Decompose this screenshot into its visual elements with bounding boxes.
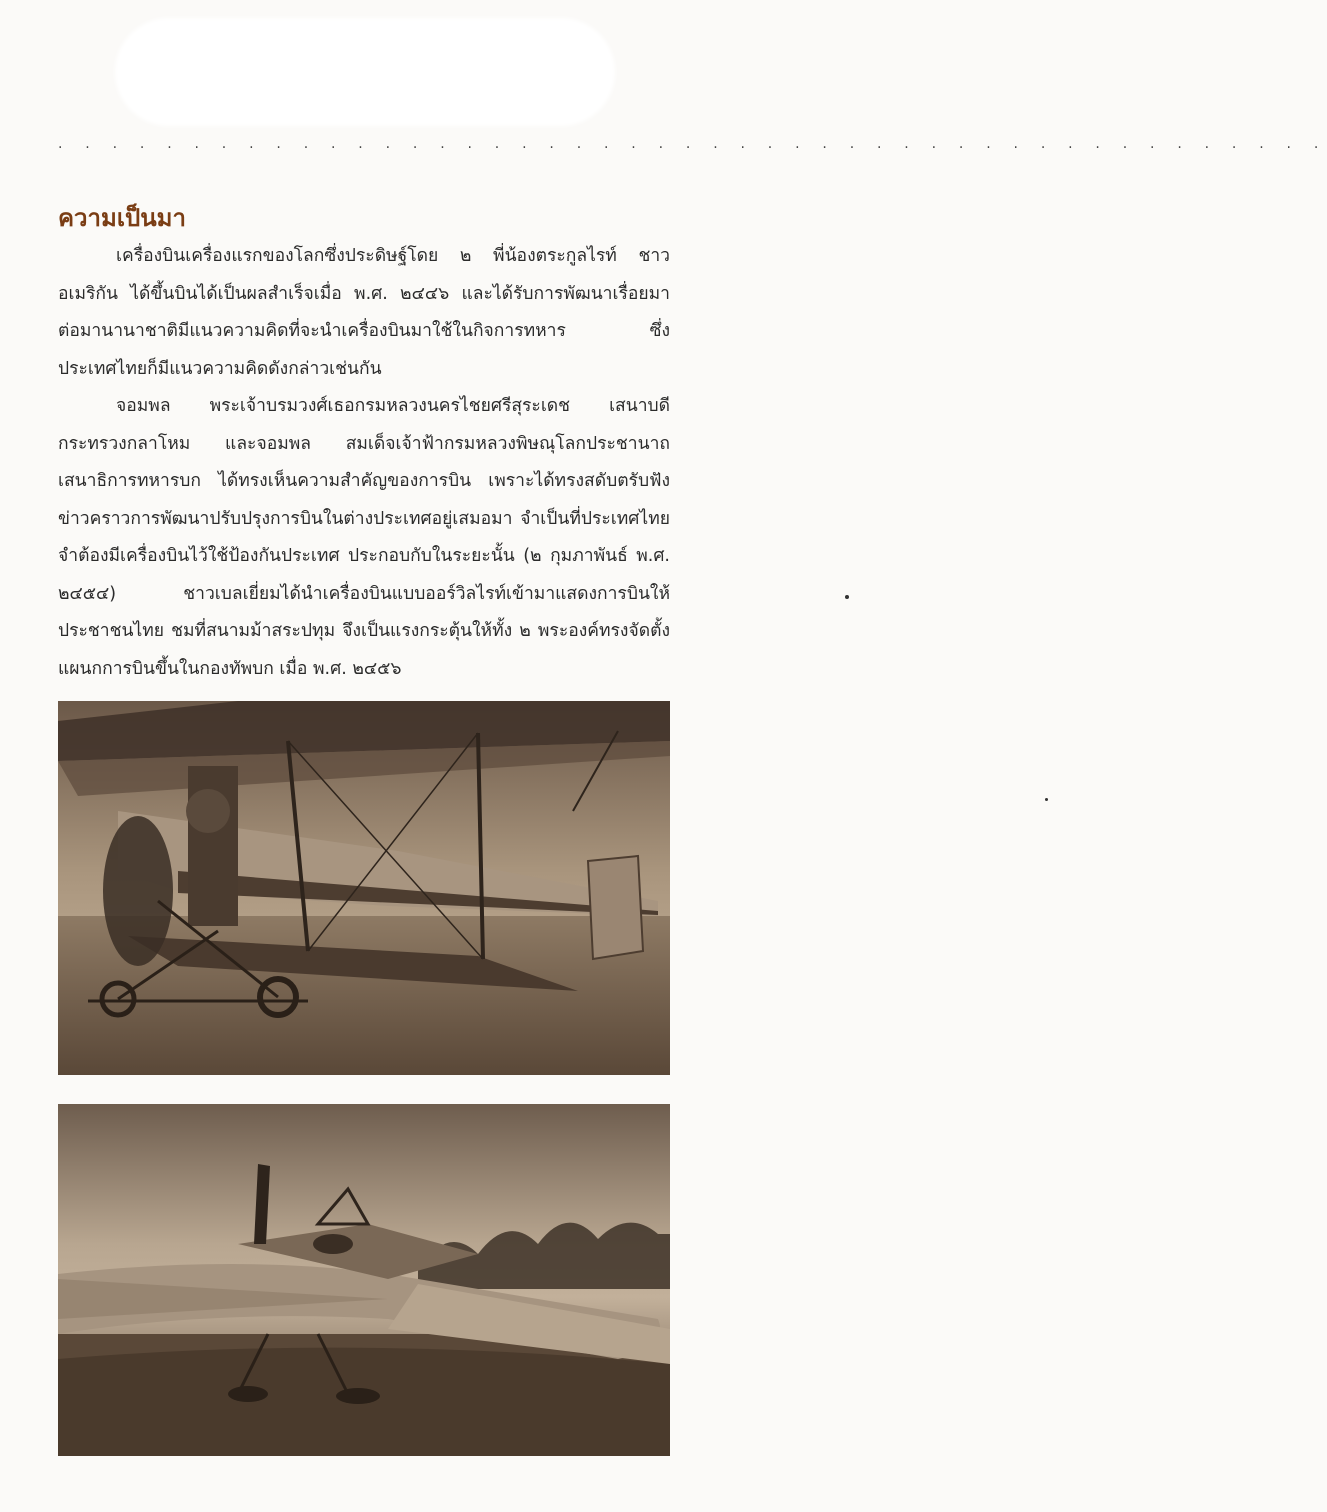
photo-biplane bbox=[58, 701, 670, 1075]
blank-label-area bbox=[115, 18, 615, 126]
body-text bbox=[58, 238, 670, 688]
photo-monoplane bbox=[58, 1104, 670, 1456]
scan-speck bbox=[845, 595, 849, 599]
dotted-divider: . . . . . . . . . . . . . . . . . . . . . . . . . . . . . . . . . . . . . . . . . . . . . . . bbox=[58, 136, 1327, 152]
paragraph-1: เครื่องบินเครื่องแรกของโลกซึ่งประดิษฐ์โดย ๒ พี่น้องตระกูลไรท์ ชาวอเมริกัน ได้ขึ้นบินได้เป็นผลสำเร็จเมื่อ พ.ศ. ๒๔๔๖ และได้รับการพัฒนาเรื่อยมา ต่อมานานาชาติมีแนวความคิดที่จะนำเครื่องบินมาใช้ในกิจการทหาร ซึ่งประเทศไทยก็มีแนวความคิดดังกล่าวเช่นกัน bbox=[58, 246, 670, 379]
section-heading: ความเป็นมา bbox=[58, 204, 186, 232]
scan-speck bbox=[1045, 798, 1048, 801]
paragraph-2: จอมพล พระเจ้าบรมวงศ์เธอกรมหลวงนครไชยศรีสุระเดช เสนาบดีกระทรวงกลาโหม และจอมพล สมเด็จเจ้าฟ้ากรมหลวงพิษณุโลกประชานาถ เสนาธิการทหารบก ได้ทรงเห็นความสำคัญของการบิน เพราะได้ทรงสดับตรับฟังข่าวคราวการพัฒนาปรับปรุงการบินในต่างประเทศอยู่เสมอมา จำเป็นที่ประเทศไทยจำต้องมีเครื่องบินไว้ใช้ป้องกันประเทศ ประกอบกับในระยะนั้น (๒ กุมภาพันธ์ พ.ศ. ๒๔๕๔) ชาวเบลเยี่ยมได้นำเครื่องบินแบบออร์วิลไรท์เข้ามาแสดงการบินให้ประชาชนไทย ชมที่สนามม้าสระปทุม จึงเป็นแรงกระตุ้นให้ทั้ง ๒ พระองค์ทรงจัดตั้งแผนกการบินขึ้นในกองทัพบก เมื่อ พ.ศ. ๒๔๕๖ bbox=[58, 396, 670, 679]
